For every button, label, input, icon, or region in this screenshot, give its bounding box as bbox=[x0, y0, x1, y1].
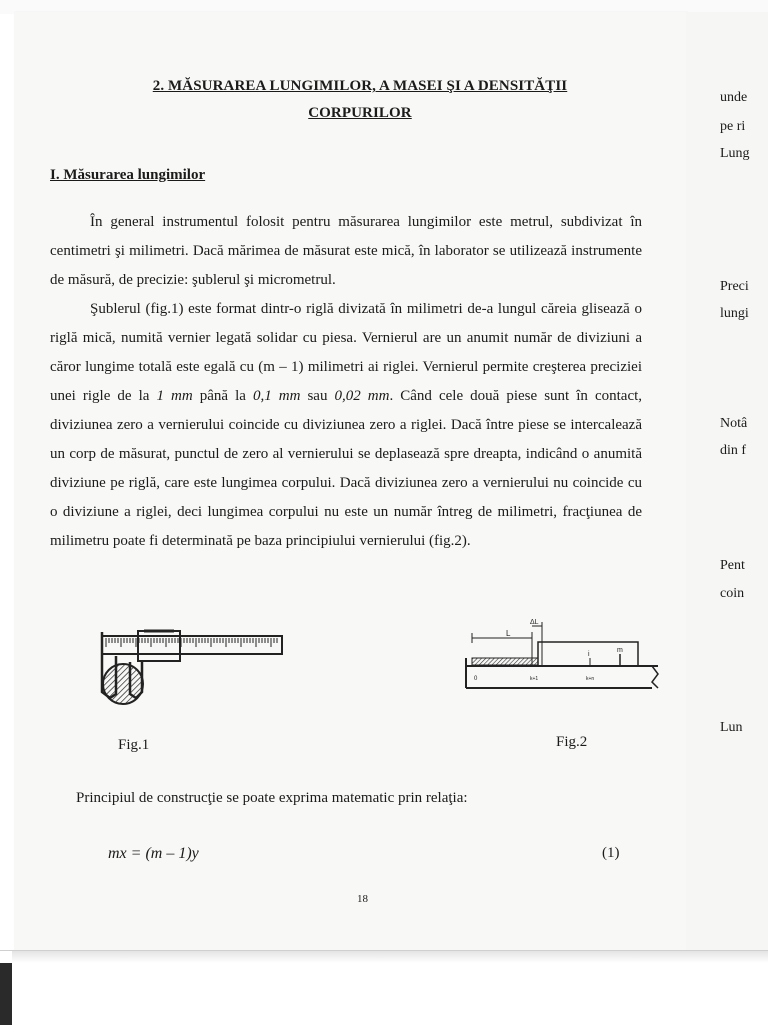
delta-l-label: ΔL bbox=[530, 619, 539, 626]
length-l-label: L bbox=[506, 629, 511, 638]
paragraph-text: Şublerul (fig.1) este format dintr-o riglă divizată în milimetri de-a lungul căreia glisează o riglă mică, numită vernier legată solidar cu piesa. Vernierul are un anumit număr de diviziuni a căror lungime totală este egală cu (m – 1) milimetri ai riglei. Vernierul permite creşterea preciziei unei rigle de la bbox=[50, 301, 642, 404]
adjacent-page-fragment: Lun bbox=[720, 720, 743, 735]
section-heading: I. Măsurarea lungimilor bbox=[50, 167, 206, 183]
adjacent-page-fragment: Preci bbox=[720, 279, 749, 294]
adjacent-page-fragment: unde bbox=[720, 90, 748, 105]
adjacent-page-fragment: coin bbox=[720, 586, 745, 601]
vernier-diagram bbox=[462, 618, 662, 698]
zero-label: 0 bbox=[474, 676, 478, 682]
k-plus-1-label: k+1 bbox=[530, 676, 539, 682]
formula: mx = (m – 1)y bbox=[108, 845, 199, 862]
scanner-edge bbox=[0, 963, 12, 1025]
paragraph-text: . Când cele două piese sunt în contact, diviziunea zero a vernierului coincide cu diviziunea zero a riglei. Dacă între piese se intercalează un corp de măsurat, punctul de zero al vernierului se deplasează spre dreapta, indicând o anumită diviziune pe riglă, care este lungimea corpului. Dacă diviziunea zero a vernierului nu coincide cu o diviziune a riglei, deci lungimea corpului nu este un număr întreg de milimetri, fracţiunea de milimetru poate fi determinată pe baza principiului vernierului (fig.2). bbox=[50, 388, 643, 549]
adjacent-page-fragment: lungi bbox=[720, 306, 749, 321]
adjacent-page-fragment: Lung bbox=[720, 146, 750, 161]
m-label: m bbox=[617, 647, 623, 654]
paragraph-text: sau bbox=[300, 388, 335, 404]
i-label: i bbox=[588, 651, 590, 658]
scanner-bed bbox=[0, 950, 768, 1025]
chapter-title-line1: 2. MĂSURAREA LUNGIMILOR, A MASEI ŞI A DENSITĂŢII bbox=[152, 78, 568, 94]
caliper-figure bbox=[82, 622, 292, 708]
page-number: 18 bbox=[357, 893, 368, 905]
paragraph-text: până la bbox=[192, 388, 253, 404]
page-shadow bbox=[12, 951, 768, 963]
figure2-caption: Fig.2 bbox=[556, 734, 588, 750]
adjacent-page-fragment: din f bbox=[720, 443, 747, 458]
adjacent-page-fragment: Pent bbox=[720, 558, 745, 573]
value-1mm: 1 mm bbox=[156, 388, 193, 404]
paragraph-intro: În general instrumentul folosit pentru măsurarea lungimilor este metrul, subdivizat în centimetri şi milimetri. Dacă mărimea de măsurat este mică, în laborator se utilizează instrumente de măsură, de precizie: şublerul şi micrometrul. bbox=[50, 214, 642, 288]
principle-text: Principiul de construcţie se poate exprima matematic prin relaţia: bbox=[76, 790, 468, 806]
paragraph-subler bbox=[50, 295, 642, 556]
adjacent-page-fragment: pe ri bbox=[720, 119, 746, 134]
chapter-title-line2: CORPURILOR bbox=[308, 105, 412, 121]
value-01mm: 0,1 mm bbox=[252, 388, 301, 404]
figure1-caption: Fig.1 bbox=[118, 737, 150, 753]
adjacent-page-fragment: Notâ bbox=[720, 416, 748, 431]
equation-number: (1) bbox=[602, 845, 620, 861]
k-plus-n-label: k+n bbox=[586, 676, 595, 682]
value-002mm: 0,02 mm bbox=[334, 388, 390, 404]
